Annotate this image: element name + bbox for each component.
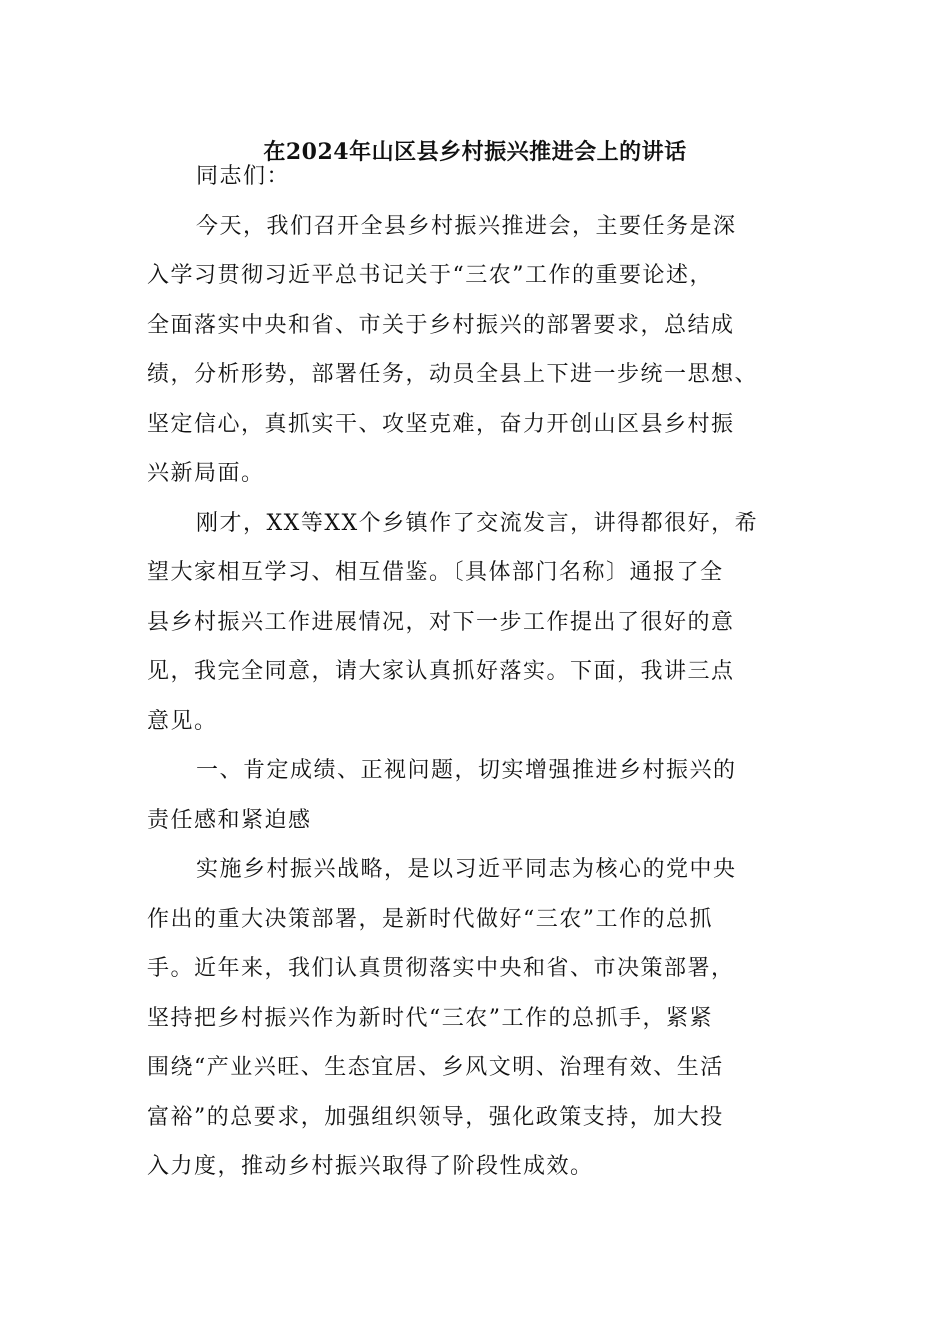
paragraph-line: 坚定信心，真抓实干、攻坚克难，奋力开创山区县乡村振 <box>147 411 735 437</box>
paragraph-line: 围绕“产业兴旺、生态宜居、乡风文明、治理有效、生活 <box>147 1055 724 1080</box>
paragraph-line: 手。近年来，我们认真贯彻落实中央和省、市决策部署， <box>147 956 735 981</box>
section-heading-line: 一、肯定成绩、正视问题，切实增强推进乡村振兴的 <box>196 758 737 783</box>
paragraph-line: 富裕”的总要求，加强组织领导，强化政策支持，加大投 <box>147 1104 724 1130</box>
paragraph-line: 绩，分析形势，部署任务，动员全县上下进一步统一思想、 <box>147 362 759 387</box>
salutation-line: 同志们： <box>196 164 291 189</box>
paragraph-line: 入学习贯彻习近平总书记关于“三农”工作的重要论述， <box>147 263 713 288</box>
paragraph-line: 实施乡村振兴战略，是以习近平同志为核心的党中央 <box>196 857 737 882</box>
document-body <box>147 152 803 1192</box>
paragraph-line: 坚持把乡村振兴作为新时代“三农”工作的总抓手，紧紧 <box>147 1005 713 1031</box>
paragraph-line: 见，我完全同意，请大家认真抓好落实。下面，我讲三点 <box>147 659 735 684</box>
paragraph-line: 望大家相互学习、相互借鉴。〔具体部门名称〕通报了全 <box>147 560 724 585</box>
paragraph-line: 今天，我们召开全县乡村振兴推进会，主要任务是深 <box>196 213 737 239</box>
section-heading-line: 责任感和紧迫感 <box>147 807 312 833</box>
paragraph-line: 意见。 <box>147 708 218 734</box>
paragraph-line: 兴新局面。 <box>147 461 265 486</box>
paragraph-line: 全面落实中央和省、市关于乡村振兴的部署要求，总结成 <box>147 312 735 338</box>
paragraph-line: 作出的重大决策部署，是新时代做好“三农”工作的总抓 <box>147 906 713 932</box>
paragraph-line: 刚才，XX等XX个乡镇作了交流发言，讲得都很好，希 <box>196 510 759 536</box>
document-title: 在2024年山区县乡村振兴推进会上的讲话 <box>263 139 687 165</box>
paragraph-line: 入力度，推动乡村振兴取得了阶段性成效。 <box>147 1154 594 1179</box>
paragraph-line: 县乡村振兴工作进展情况，对下一步工作提出了很好的意 <box>147 609 735 635</box>
